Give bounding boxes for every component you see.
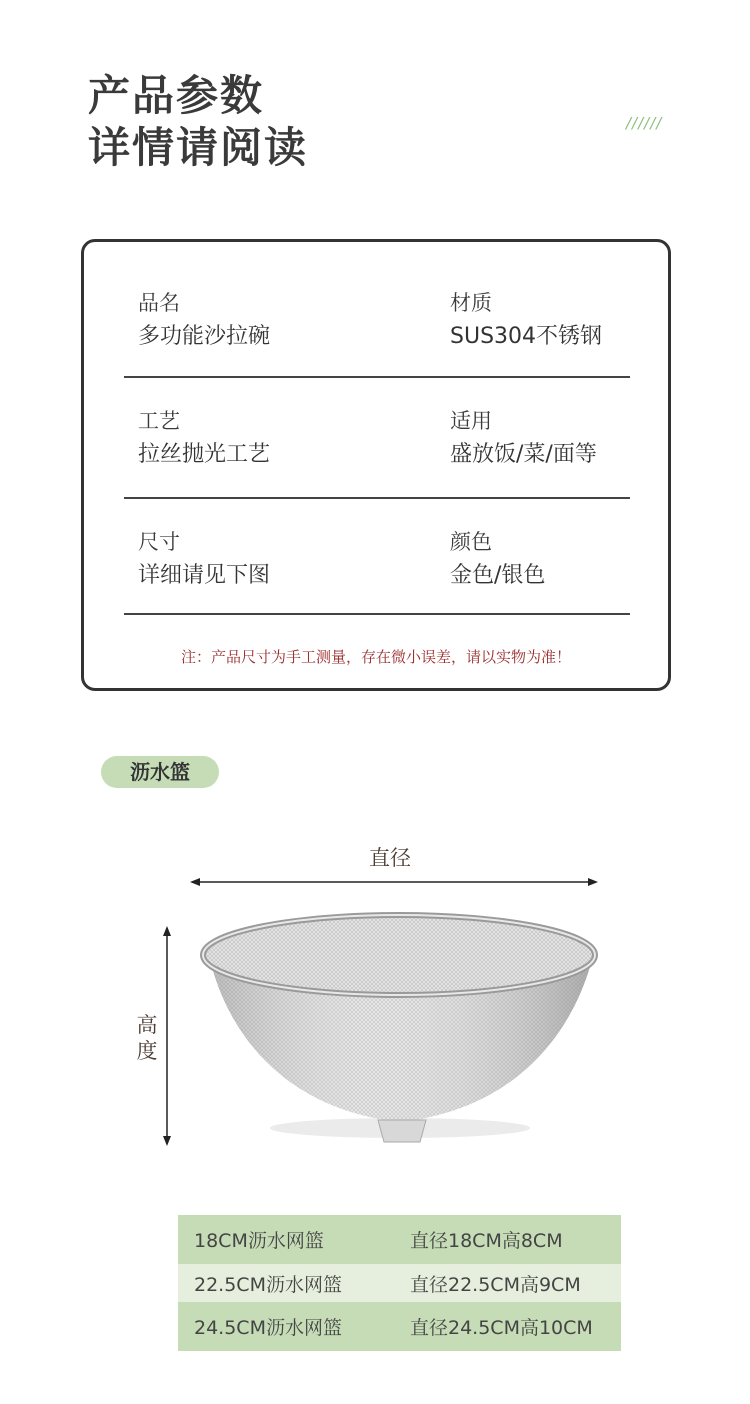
table-row	[178, 1302, 621, 1351]
spec-size: 直径18CM高8CM	[410, 1230, 563, 1252]
param-value: 详细请见下图	[138, 563, 271, 588]
spec-name: 24.5CM沥水网篮	[194, 1317, 342, 1339]
param-label: 工艺	[138, 409, 180, 433]
decor-slashes: //////	[626, 114, 663, 132]
param-label: 材质	[450, 291, 492, 315]
diameter-label: 直径	[369, 846, 411, 870]
param-value: 盛放饭/菜/面等	[450, 442, 597, 467]
table-row	[178, 1264, 621, 1302]
spec-table	[178, 1215, 621, 1351]
colander-image	[203, 915, 595, 1142]
spec-size: 直径24.5CM高10CM	[410, 1317, 593, 1339]
param-label: 品名	[138, 291, 180, 315]
table-row	[178, 1215, 621, 1264]
param-label: 适用	[450, 409, 492, 433]
spec-name: 22.5CM沥水网篮	[194, 1273, 342, 1296]
param-value: 拉丝抛光工艺	[138, 442, 271, 467]
title-line-1: 产品参数	[88, 71, 265, 120]
spec-size: 直径22.5CM高9CM	[410, 1273, 581, 1296]
spec-name: 18CM沥水网篮	[194, 1230, 324, 1252]
title-line-2: 详情请阅读	[88, 123, 309, 172]
param-label: 颜色	[450, 530, 492, 554]
measurement-note: 注：产品尺寸为手工测量，存在微小误差，请以实物为准！	[180, 648, 571, 666]
height-label: 高度	[136, 1013, 158, 1063]
param-value: 多功能沙拉碗	[138, 324, 271, 349]
height-arrow	[163, 926, 171, 1146]
param-value: SUS304不锈钢	[450, 324, 603, 349]
param-label: 尺寸	[138, 530, 180, 554]
diameter-arrow	[190, 878, 598, 886]
product-tag: 沥水篮	[101, 756, 219, 788]
param-value: 金色/银色	[450, 563, 546, 588]
